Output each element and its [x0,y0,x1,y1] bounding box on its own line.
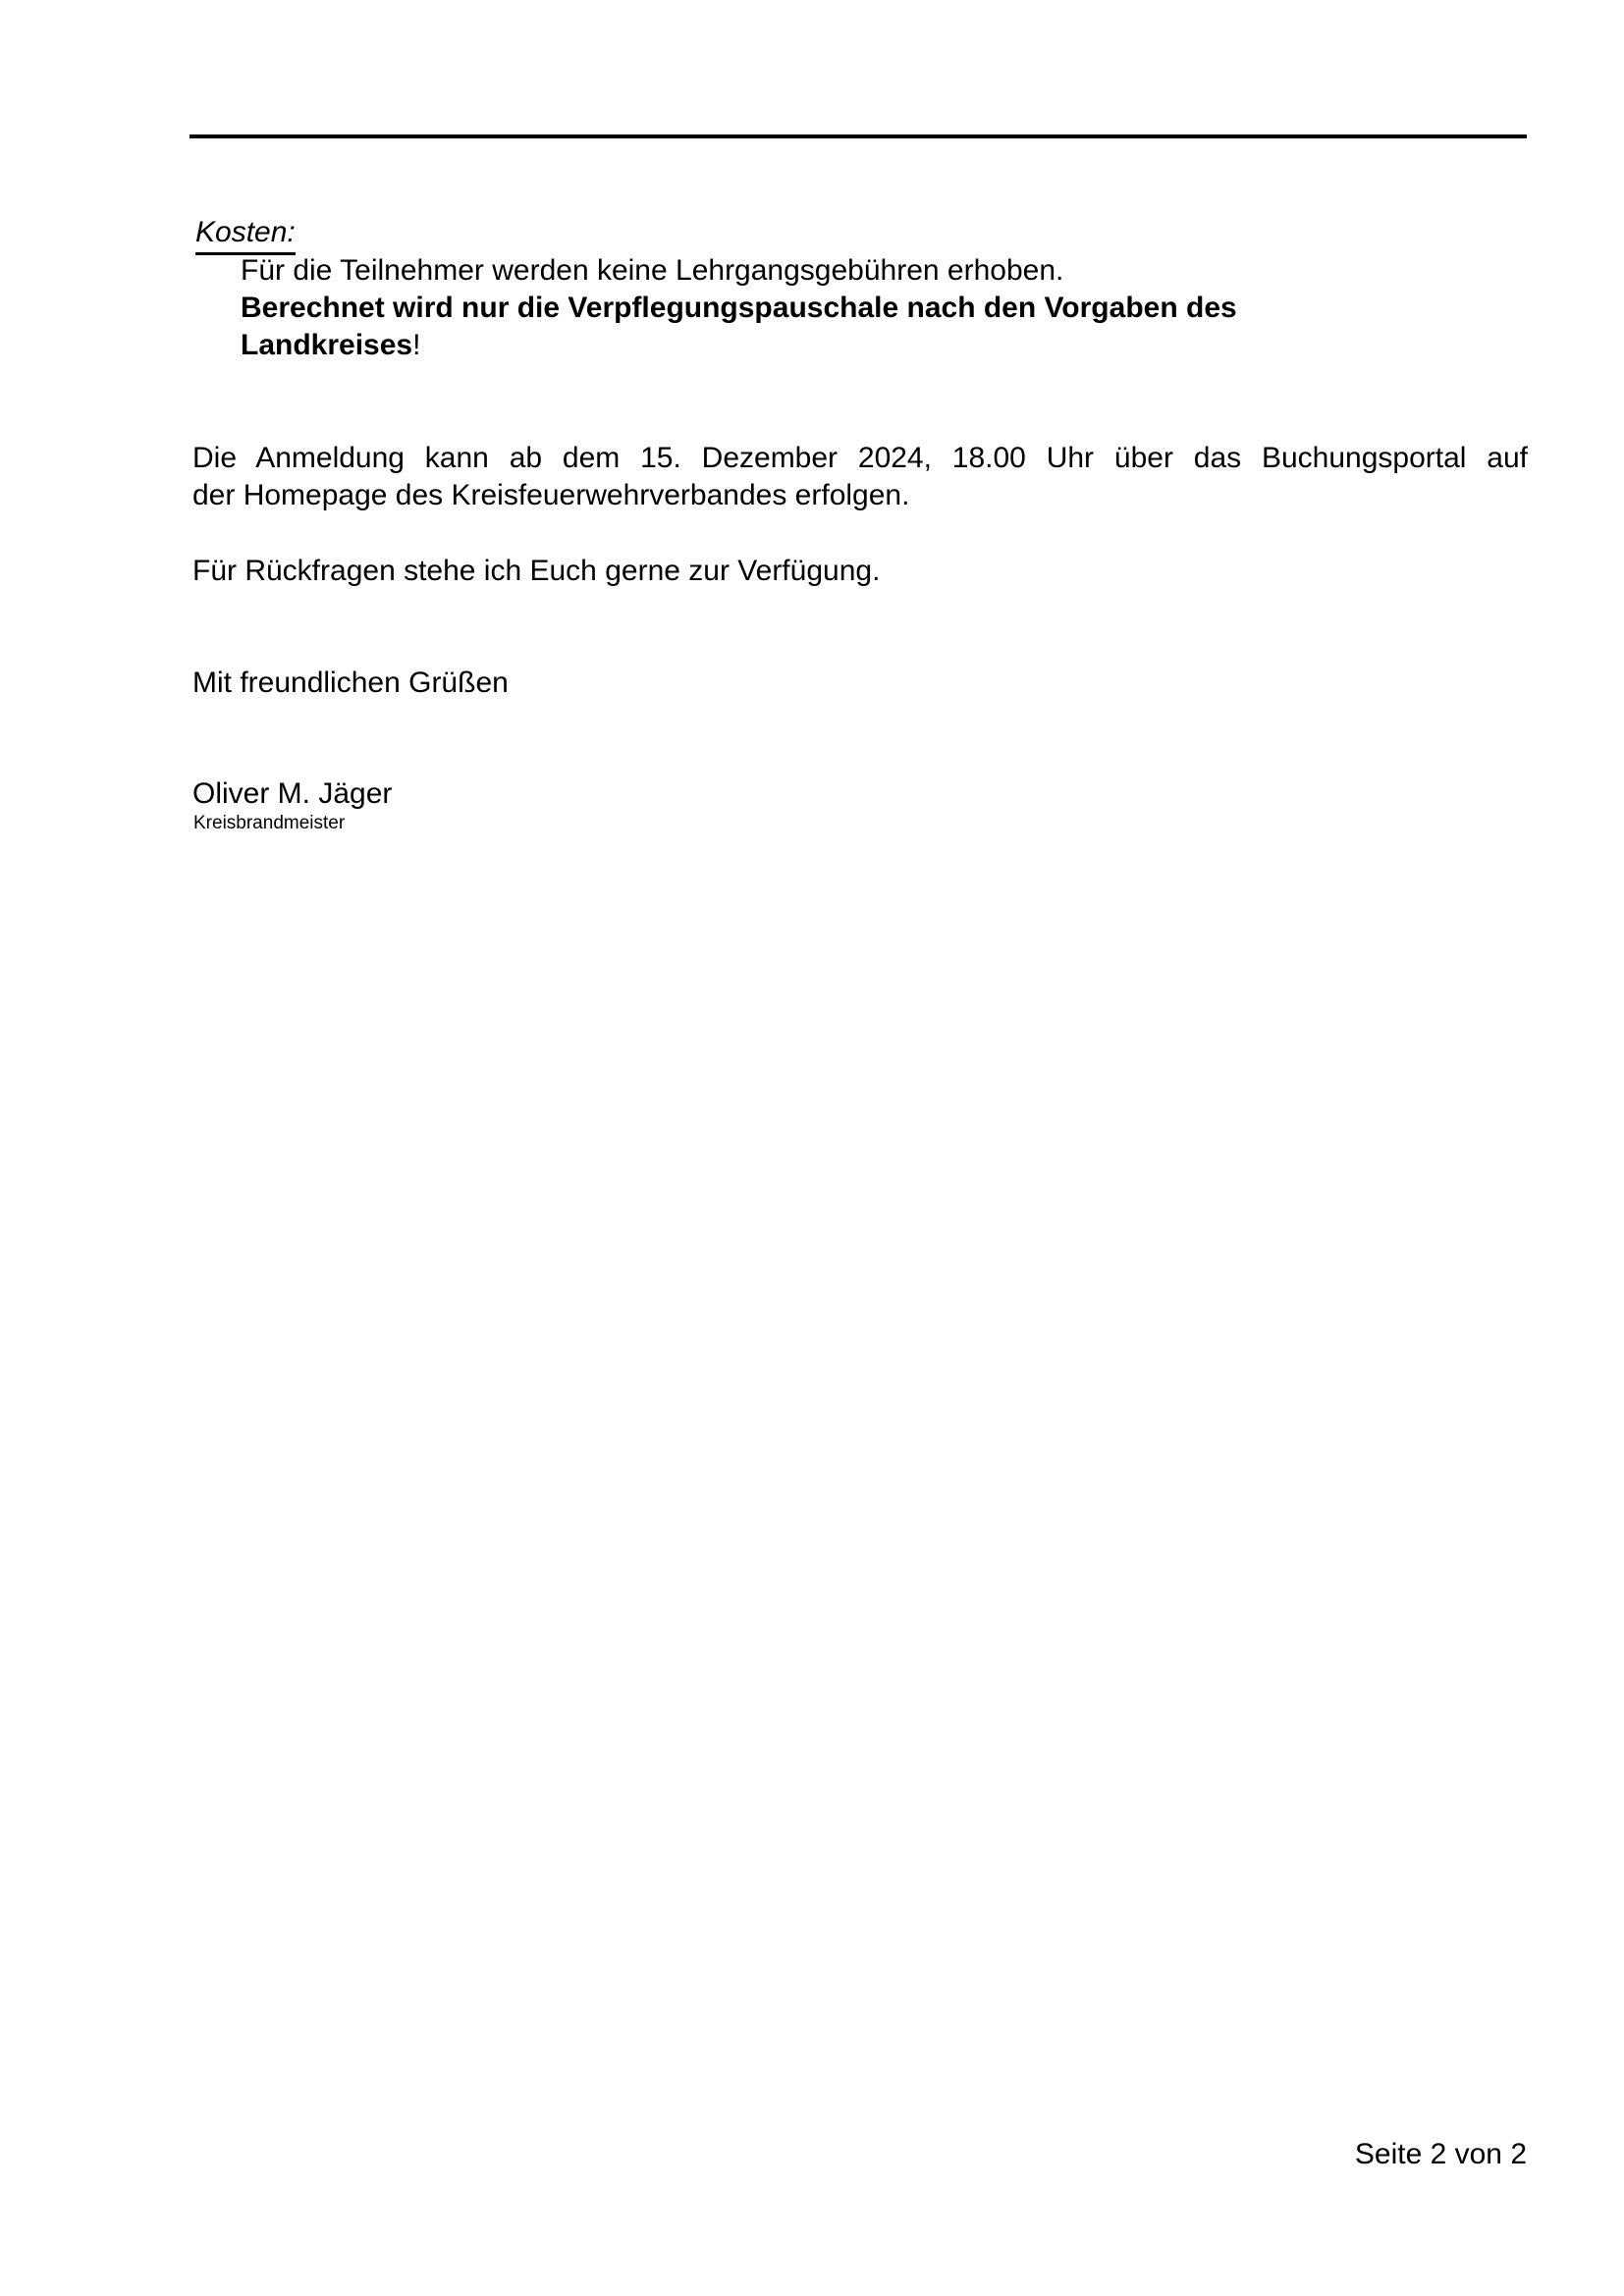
signature-title: Kreisbrandmeister [193,813,346,833]
signature-name: Oliver M. Jäger [192,777,393,810]
page-number-indicator: Seite 2 von 2 [1354,2138,1527,2170]
closing-salutation: Mit freundlichen Grüßen [192,667,509,699]
kosten-bold-line-1: Berechnet wird nur die Verpflegungspauschale nach den Vorgaben des [241,292,1237,324]
kosten-heading-text: Kosten: [195,214,296,255]
registration-paragraph [192,440,1528,514]
kosten-bold-line-2 [241,327,1528,364]
kosten-bold-line-2-word: Landkreises [241,329,413,361]
registration-line-1: Die Anmeldung kann ab dem 15. Dezember 2024, 18.00 Uhr über das Buchungsportal auf [192,442,1528,474]
kosten-section [241,252,1528,364]
kosten-fees-line: Für die Teilnehmer werden keine Lehrgangsgebühren erhoben. [241,254,1064,287]
kosten-exclamation: ! [412,329,421,361]
kosten-heading [195,214,296,255]
registration-line-2: der Homepage des Kreisfeuerwehrverbandes erfolgen. [192,479,910,511]
questions-paragraph: Für Rückfragen stehe ich Euch gerne zur Verfügung. [192,555,881,587]
header-divider-rule [189,134,1527,138]
